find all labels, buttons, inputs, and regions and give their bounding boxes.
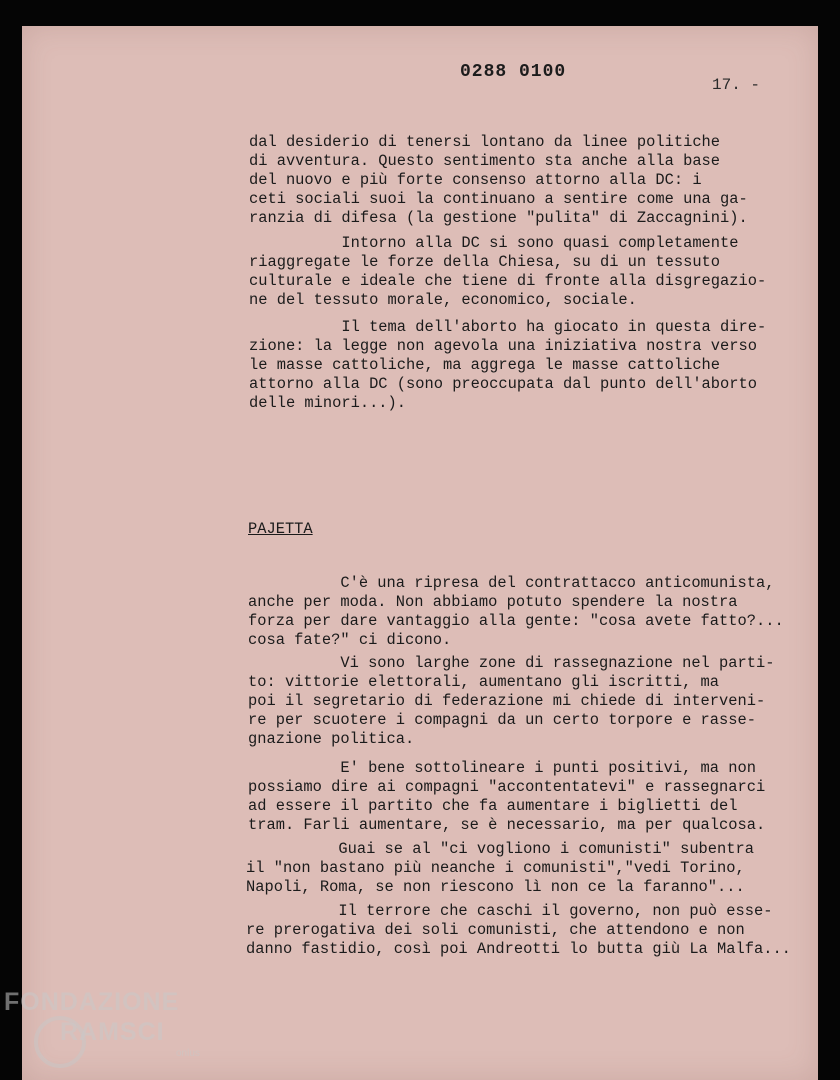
fondazione-gramsci-logo — [4, 988, 224, 1068]
paragraph-3: Il tema dell'aborto ha giocato in questa dire- zione: la legge non agevola una iniziativa nostra verso le masse cattoliche, ma aggrega le masse cattoliche attorno alla DC (sono preoccupata dal punto dell'aborto delle minori...). — [249, 318, 767, 412]
logo-line-3: onlus — [176, 1048, 200, 1059]
document-code: 0288 0100 — [460, 62, 567, 82]
paragraph-6: E' bene sottolineare i punti positivi, ma non possiamo dire ai compagni "accontentatevi" e rassegnarci ad essere il partito che fa aumentare i biglietti del tram. Farli aumentare, se è necessario, ma per qualcosa. — [248, 759, 766, 834]
paragraph-1: dal desiderio di tenersi lontano da linee politiche di avventura. Questo sentimento sta anche alla base del nuovo e più forte consenso attorno alla DC: i ceti sociali suoi la continuano a sentire come una ga- ranzia di difesa (la gestione "pulita" di Zaccagnini). — [249, 133, 748, 227]
page-number: 17. - — [712, 76, 761, 94]
logo-line-1: FONDAZIONE — [4, 988, 180, 1016]
document-page — [22, 26, 818, 1080]
logo-line-2: RAMSCI — [60, 1018, 165, 1046]
paragraph-4: C'è una ripresa del contrattacco anticomunista, anche per moda. Non abbiamo potuto spendere la nostra forza per dare vantaggio alla gente: "cosa avete fatto?... cosa fate?" ci dicono. — [248, 574, 784, 649]
speaker-heading: PAJETTA — [248, 520, 313, 538]
paragraph-8: Il terrore che caschi il governo, non può esse- re prerogativa dei soli comunisti, che attendono e non danno fastidio, così poi Andreotti lo butta giù La Malfa... — [246, 902, 791, 958]
paragraph-7: Guai se al "ci vogliono i comunisti" subentra il "non bastano più neanche i comunisti","vedi Torino, Napoli, Roma, se non riescono lì non ce la faranno"... — [246, 840, 754, 896]
paragraph-2: Intorno alla DC si sono quasi completamente riaggregate le forze della Chiesa, su di un tessuto culturale e ideale che tiene di fronte alla disgregazio- ne del tessuto morale, economico, sociale. — [249, 234, 767, 309]
paragraph-5: Vi sono larghe zone di rassegnazione nel parti- to: vittorie elettorali, aumentano gli iscritti, ma poi il segretario di federazione mi chiede di interveni- re per scuotere i compagni da un certo torpore e rasse- gnazione politica. — [248, 654, 775, 748]
